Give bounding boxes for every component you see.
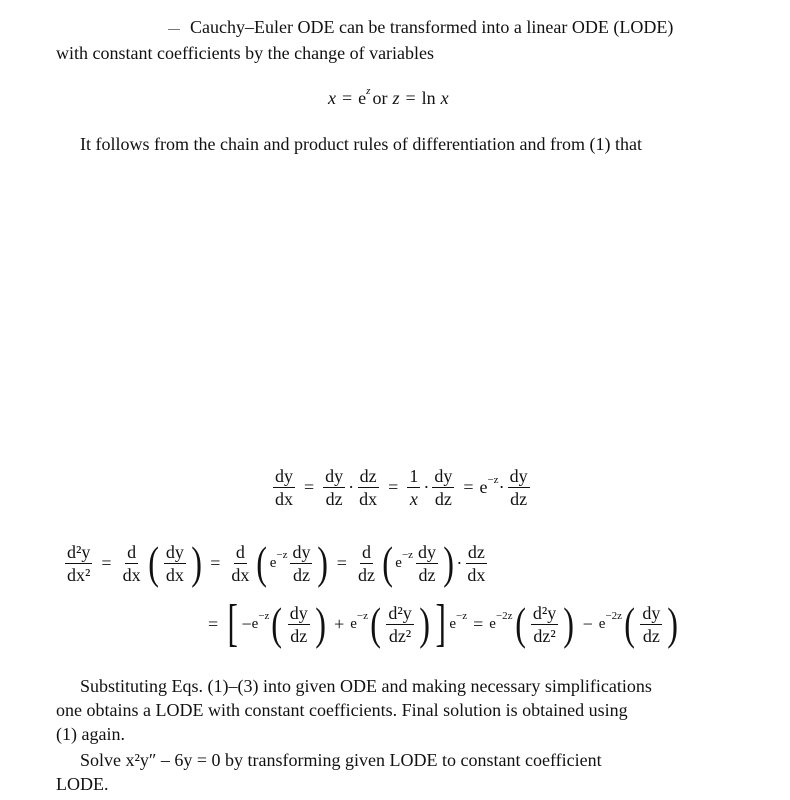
den: dz [434,489,452,509]
frac-d2y-dx2 [65,542,92,585]
equals: = [473,613,484,634]
minus: − [241,613,252,634]
exp-e: e [269,554,277,571]
num: dy [275,466,293,486]
equals: = [336,552,347,573]
frac-dy-dz [640,603,662,646]
lparen: ( [514,598,526,649]
intro-line-1: Cauchy–Euler ODE can be transformed into a linear ODE (LODE) [190,17,674,37]
den: dx [231,564,250,585]
frac-dy-dz-2 [432,466,454,509]
frac-dy-dz-3 [508,466,530,509]
num: dy [642,602,661,623]
sub-e: e [358,88,367,108]
sub-ln: ln [421,88,436,108]
dash-mark [168,29,180,30]
num: d [235,541,245,562]
exp-e: e [449,615,457,632]
exp-minus-z: −z [356,610,368,622]
num: d²y [388,602,412,623]
exp-e: e [251,615,259,632]
frac-dy-dz [288,603,310,646]
sub-z: z [392,88,400,108]
equals: = [463,477,474,497]
intro-line-2: with constant coefficients by the change of variables [56,43,435,63]
num: dz [467,541,485,562]
exp-minus-z: −z [401,549,414,561]
den: x [409,489,418,509]
dot: · [348,477,355,497]
sub-or: or [372,88,388,108]
exp-e: e [598,615,606,632]
equals: = [101,552,112,573]
den: dx [122,564,141,585]
rparen: ) [667,598,679,649]
rparen: ) [419,598,430,649]
minus: − [582,613,593,634]
exp-minus-2z: −2z [605,610,623,622]
frac-dz-dx [465,542,487,585]
den: dz [290,625,308,646]
num: d [127,541,137,562]
frac-dz-dx [357,466,379,509]
frac-d2y-dz2 [531,603,558,646]
sub-z-sup: z [366,84,371,97]
exp-e: e [489,615,496,632]
lparen: ( [370,598,382,649]
lparen: ( [256,537,268,588]
num: dy [325,466,344,486]
after-line-2: one obtains a LODE with constant coefficients. Final solution is obtained using [56,700,628,720]
chain-rule-text: It follows from the chain and product rules of differentiation and from (1) that [80,134,642,154]
frac-dy-dz [416,542,438,585]
lparen: ( [382,537,393,588]
den: dx [275,489,293,509]
lparen: ( [147,537,159,588]
frac-dy-dz [323,466,345,509]
rparen: ) [191,537,202,588]
dot: · [498,477,505,497]
den: dx² [67,564,91,585]
frac-d-dz [356,542,377,585]
exp-minus-z: −z [258,610,270,622]
num: dz [359,466,377,486]
den: dz [642,625,660,646]
den: dz² [388,625,412,646]
den: dz [325,489,343,509]
num: dy [509,466,528,486]
sub-eq2: = [405,88,416,108]
exp-e: e [479,477,488,497]
frac-dy-dx [164,542,186,585]
rbracket: ] [435,595,446,652]
sub-eq1: = [342,88,353,108]
exp-minus-2z: −2z [495,610,513,622]
rparen: ) [563,598,575,649]
rparen: ) [443,537,455,588]
num: dy [434,466,453,486]
exp-minus-z: −z [276,549,288,561]
dot: · [423,477,430,497]
after-line-1: Substituting Eqs. (1)–(3) into given ODE and making necessary simplifications [80,676,652,696]
second-derivative-line-1 [62,537,490,588]
den: dz² [533,625,556,646]
first-derivative-equation [270,466,533,509]
num: dy [418,541,437,562]
rparen: ) [315,598,326,649]
frac-d-dx [229,542,251,585]
equals: = [388,477,399,497]
equals: = [208,613,219,634]
num: 1 [409,466,419,486]
sub-x: x [328,88,336,108]
den: dx [359,489,378,509]
num: dy [292,541,311,562]
den: dz [510,489,528,509]
rparen: ) [317,537,329,588]
num: dy [289,602,308,623]
sub-x2: x [440,88,449,108]
den: dx [165,564,184,585]
den: dz [292,564,310,585]
frac-d2y-dz2 [386,603,413,646]
lbracket: [ [227,595,239,652]
equals: = [210,552,221,573]
frac-1-x [407,466,420,509]
num: d²y [67,541,91,562]
exp-minus-z: −z [456,610,468,622]
dot: · [456,552,463,573]
frac-dy-dz [290,542,312,585]
num: dy [165,541,184,562]
lparen: ( [624,598,636,649]
den: dx [467,564,486,585]
den: dz [418,564,436,585]
after-line-3: (1) again. [56,724,125,744]
equals: = [304,477,315,497]
frac-dy-dx [273,466,295,509]
substitution-equation [328,84,449,109]
plus: + [334,613,345,634]
exp-e: e [350,615,357,632]
after-line-5: LODE. [56,774,109,794]
problem-statement: Solve x²y″ – 6y = 0 by transforming given LODE to constant coefficient [80,750,602,770]
frac-d-dx [121,542,143,585]
num: d [361,541,371,562]
exp-e: e [395,554,402,571]
exp-minus-z: −z [487,473,499,486]
lparen: ( [271,598,283,649]
second-derivative-line-2 [202,595,681,652]
num: d²y [532,602,557,623]
den: dz [357,564,375,585]
